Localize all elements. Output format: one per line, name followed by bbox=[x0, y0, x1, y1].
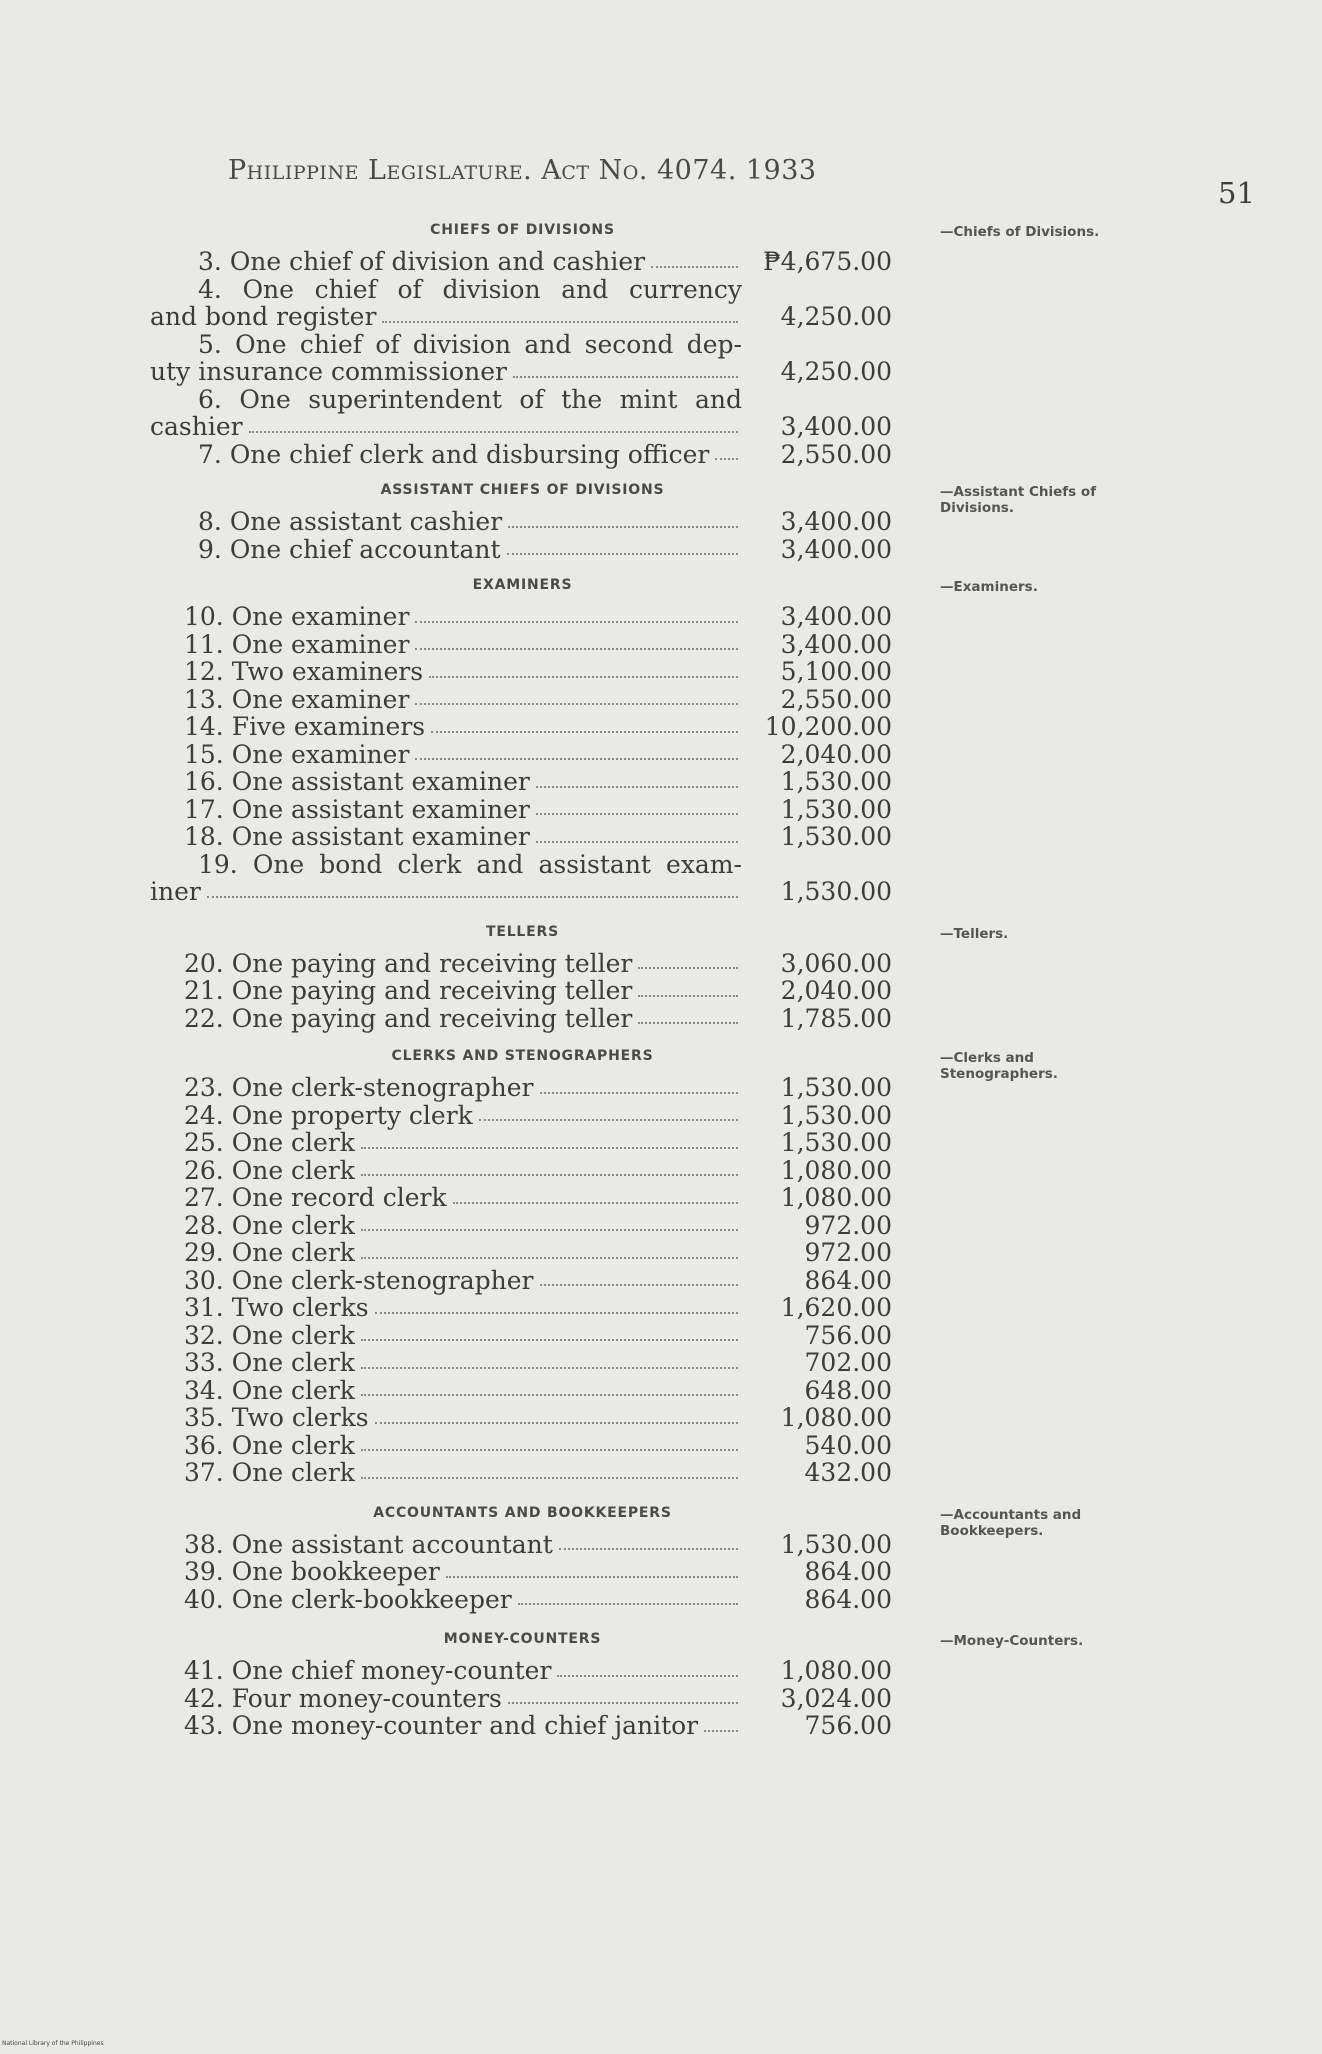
item-text: One chief of division and currency bbox=[242, 274, 742, 304]
dot-leader bbox=[536, 813, 738, 815]
item-text: One assistant examiner bbox=[231, 822, 530, 851]
line-item bbox=[150, 796, 940, 824]
item-amount: 756.00 bbox=[804, 1711, 892, 1740]
item-number: 11. bbox=[184, 629, 224, 659]
item-amount: 3,400.00 bbox=[780, 534, 892, 564]
item-number: 10. bbox=[184, 602, 224, 631]
section-heading: CLERKS AND STENOGRAPHERS bbox=[391, 1048, 654, 1064]
dot-leader bbox=[638, 967, 738, 969]
line-item bbox=[150, 331, 940, 386]
item-text: One chief of division and second dep- bbox=[235, 329, 742, 359]
item-number: 32. bbox=[184, 1320, 224, 1350]
appropriation-list bbox=[150, 222, 1100, 1740]
item-amount: 3,400.00 bbox=[780, 629, 892, 659]
item-amount: 1,080.00 bbox=[780, 1656, 892, 1685]
item-text: One chief accountant bbox=[229, 534, 501, 564]
margin-note: —Chiefs of Divisions. bbox=[940, 224, 1100, 240]
item-number: 5. bbox=[198, 329, 222, 359]
dot-leader bbox=[557, 1675, 738, 1677]
line-item bbox=[150, 276, 940, 331]
line-item bbox=[150, 1294, 940, 1322]
dot-leader bbox=[479, 1119, 738, 1121]
item-number: 4. bbox=[198, 274, 222, 304]
section-heading: ACCOUNTANTS AND BOOKKEEPERS bbox=[373, 1504, 672, 1521]
item-text: One clerk bbox=[231, 1128, 355, 1157]
item-amount: 2,550.00 bbox=[780, 684, 892, 714]
item-number: 39. bbox=[184, 1557, 224, 1586]
dot-leader bbox=[375, 1422, 738, 1424]
section bbox=[150, 1631, 1084, 1740]
item-text: One clerk bbox=[231, 1320, 355, 1350]
item-number: 24. bbox=[184, 1100, 224, 1130]
line-item bbox=[150, 631, 940, 659]
item-amount: 972.00 bbox=[804, 1210, 892, 1240]
dot-leader bbox=[559, 1548, 738, 1550]
item-number: 12. bbox=[184, 657, 224, 686]
line-item bbox=[150, 1267, 940, 1295]
item-text: One chief money-counter bbox=[231, 1656, 552, 1685]
item-amount: 1,530.00 bbox=[780, 794, 892, 824]
item-text: One clerk-stenographer bbox=[231, 1265, 534, 1295]
section-heading: EXAMINERS bbox=[472, 577, 573, 593]
dot-leader bbox=[382, 321, 738, 323]
item-number: 25. bbox=[184, 1128, 224, 1157]
section bbox=[150, 923, 1009, 1033]
item-text: One clerk-bookkeeper bbox=[231, 1584, 512, 1614]
item-text: One assistant cashier bbox=[229, 507, 503, 536]
item-amount: 432.00 bbox=[804, 1458, 892, 1487]
dot-leader bbox=[361, 1257, 738, 1259]
margin-note: —Examiners. bbox=[940, 579, 1038, 595]
running-head: Philippine Legislature. Act No. 4074. 1933 bbox=[228, 155, 817, 186]
dot-leader bbox=[207, 896, 738, 898]
line-item bbox=[150, 1102, 940, 1130]
item-text: One bookkeeper bbox=[231, 1557, 440, 1586]
item-text: One examiner bbox=[231, 739, 410, 769]
dot-leader bbox=[249, 431, 738, 433]
line-item bbox=[150, 1212, 940, 1240]
line-item bbox=[150, 1404, 940, 1432]
item-text: One chief clerk and disbursing officer bbox=[229, 439, 710, 469]
scan-credit: National Library of the Philippines bbox=[2, 2040, 104, 2047]
section bbox=[150, 1504, 1082, 1614]
item-amount: 648.00 bbox=[804, 1375, 892, 1405]
dot-leader bbox=[508, 526, 738, 528]
item-text: One clerk bbox=[231, 1430, 355, 1460]
item-number: 14. bbox=[184, 712, 224, 741]
item-text: Two examiners bbox=[231, 657, 424, 686]
dot-leader bbox=[446, 1576, 738, 1578]
item-amount: 3,400.00 bbox=[780, 507, 892, 536]
item-amount: 4,250.00 bbox=[780, 302, 892, 331]
item-text: Two clerks bbox=[231, 1403, 369, 1432]
page-number: 51 bbox=[1218, 176, 1255, 210]
item-text: One clerk-stenographer bbox=[231, 1073, 534, 1102]
item-amount: 2,040.00 bbox=[780, 739, 892, 769]
item-number: 31. bbox=[184, 1293, 224, 1322]
item-number: 35. bbox=[184, 1403, 224, 1432]
item-amount: 3,060.00 bbox=[780, 948, 892, 978]
line-item bbox=[150, 1129, 940, 1157]
item-amount: ₱4,675.00 bbox=[763, 247, 892, 276]
item-number: 36. bbox=[184, 1430, 224, 1460]
dot-leader bbox=[361, 1367, 738, 1369]
line-item bbox=[150, 950, 940, 978]
line-item bbox=[150, 1074, 940, 1102]
item-amount: 2,550.00 bbox=[780, 439, 892, 469]
dot-leader bbox=[361, 1174, 738, 1176]
dot-leader bbox=[704, 1730, 738, 1732]
item-amount: 1,530.00 bbox=[780, 1529, 892, 1559]
dot-leader bbox=[536, 841, 738, 843]
item-number: 42. bbox=[184, 1683, 224, 1713]
item-number: 22. bbox=[184, 1003, 224, 1033]
dot-leader bbox=[375, 1312, 738, 1314]
line-item bbox=[150, 248, 940, 276]
dot-leader bbox=[540, 1284, 739, 1286]
item-number: 23. bbox=[184, 1073, 224, 1102]
dot-leader bbox=[638, 995, 738, 997]
line-item bbox=[150, 1459, 940, 1487]
dot-leader bbox=[536, 786, 738, 788]
item-number: 38. bbox=[184, 1529, 224, 1559]
item-number: 26. bbox=[184, 1155, 224, 1185]
item-text: One clerk bbox=[231, 1238, 355, 1267]
dot-leader bbox=[540, 1092, 739, 1094]
item-amount: 3,024.00 bbox=[780, 1683, 892, 1713]
item-amount: 1,530.00 bbox=[780, 1073, 892, 1102]
section bbox=[150, 222, 1100, 469]
line-item bbox=[150, 1586, 940, 1614]
item-amount: 1,530.00 bbox=[780, 877, 892, 906]
item-number: 8. bbox=[198, 507, 222, 536]
item-text: One clerk bbox=[231, 1155, 355, 1185]
item-text: One paying and receiving teller bbox=[231, 1003, 633, 1033]
item-amount: 702.00 bbox=[804, 1348, 892, 1377]
margin-note: —Clerks and Stenographers. bbox=[940, 1050, 1058, 1082]
item-amount: 1,530.00 bbox=[780, 767, 892, 796]
line-item bbox=[150, 441, 940, 469]
line-item bbox=[150, 1432, 940, 1460]
line-item bbox=[150, 1685, 940, 1713]
item-text: One examiner bbox=[231, 684, 410, 714]
item-amount: 1,080.00 bbox=[780, 1155, 892, 1185]
item-amount: 10,200.00 bbox=[764, 712, 892, 741]
item-number: 28. bbox=[184, 1210, 224, 1240]
item-text: One assistant accountant bbox=[231, 1529, 553, 1559]
item-number: 27. bbox=[184, 1183, 224, 1212]
line-item bbox=[150, 603, 940, 631]
margin-note: —Tellers. bbox=[940, 925, 1009, 942]
item-number: 40. bbox=[184, 1584, 224, 1614]
line-item bbox=[150, 1531, 940, 1559]
item-number: 21. bbox=[184, 976, 224, 1005]
section-heading: MONEY-COUNTERS bbox=[443, 1631, 602, 1647]
item-amount: 864.00 bbox=[804, 1557, 892, 1586]
dot-leader bbox=[638, 1022, 738, 1024]
dot-leader bbox=[507, 553, 738, 555]
dot-leader bbox=[453, 1202, 738, 1204]
item-text: One assistant examiner bbox=[231, 794, 530, 824]
item-amount: 756.00 bbox=[804, 1320, 892, 1350]
item-number: 19. bbox=[198, 849, 238, 879]
item-number: 9. bbox=[198, 534, 222, 564]
item-text: One clerk bbox=[231, 1375, 355, 1405]
item-text: One clerk bbox=[231, 1348, 355, 1377]
line-item bbox=[150, 1157, 940, 1185]
item-amount: 1,530.00 bbox=[780, 1100, 892, 1130]
line-item bbox=[150, 1558, 940, 1586]
item-text: Two clerks bbox=[231, 1293, 369, 1322]
line-item bbox=[150, 823, 940, 851]
item-text-continued: and bond register bbox=[150, 302, 377, 331]
section bbox=[150, 577, 1038, 906]
item-amount: 1,080.00 bbox=[780, 1183, 892, 1212]
item-number: 3. bbox=[198, 247, 222, 276]
item-text-continued: iner bbox=[150, 877, 201, 906]
line-item bbox=[150, 658, 940, 686]
item-amount: 1,080.00 bbox=[780, 1403, 892, 1432]
item-text: One money-counter and chief janitor bbox=[231, 1711, 699, 1740]
item-amount: 972.00 bbox=[804, 1238, 892, 1267]
item-text: Four money-counters bbox=[231, 1683, 502, 1713]
dot-leader bbox=[415, 648, 738, 650]
line-item bbox=[150, 1184, 940, 1212]
item-amount: 1,530.00 bbox=[780, 822, 892, 851]
item-number: 6. bbox=[198, 384, 222, 414]
item-text: One property clerk bbox=[231, 1100, 473, 1130]
dot-leader bbox=[431, 731, 738, 733]
line-item bbox=[150, 1349, 940, 1377]
line-item bbox=[150, 386, 940, 441]
line-item bbox=[150, 977, 940, 1005]
item-amount: 5,100.00 bbox=[780, 657, 892, 686]
line-item bbox=[150, 741, 940, 769]
line-item bbox=[150, 1005, 940, 1033]
margin-note: —Assistant Chiefs of Divisions. bbox=[940, 484, 1097, 516]
item-text-continued: uty insurance commissioner bbox=[150, 357, 507, 386]
dot-leader bbox=[715, 458, 738, 460]
line-item bbox=[150, 713, 940, 741]
item-number: 41. bbox=[184, 1656, 224, 1685]
item-amount: 1,785.00 bbox=[780, 1003, 892, 1033]
dot-leader bbox=[508, 1702, 738, 1704]
item-amount: 1,530.00 bbox=[780, 1128, 892, 1157]
item-text: One clerk bbox=[231, 1458, 355, 1487]
item-number: 13. bbox=[184, 684, 224, 714]
item-text: One paying and receiving teller bbox=[231, 976, 633, 1005]
section-heading: ASSISTANT CHIEFS OF DIVISIONS bbox=[380, 482, 665, 498]
line-item bbox=[150, 1657, 940, 1685]
item-text: One paying and receiving teller bbox=[231, 948, 633, 978]
item-text: Five examiners bbox=[231, 712, 426, 741]
dot-leader bbox=[415, 758, 738, 760]
section bbox=[150, 1048, 1058, 1487]
dot-leader bbox=[415, 703, 738, 705]
item-number: 34. bbox=[184, 1375, 224, 1405]
item-amount: 540.00 bbox=[804, 1430, 892, 1460]
item-number: 20. bbox=[184, 948, 224, 978]
dot-leader bbox=[429, 676, 738, 678]
item-number: 18. bbox=[184, 822, 224, 851]
item-amount: 3,400.00 bbox=[780, 412, 892, 441]
line-item bbox=[150, 508, 940, 536]
section-heading: TELLERS bbox=[486, 923, 559, 940]
section bbox=[150, 482, 1097, 564]
line-item bbox=[150, 1377, 940, 1405]
item-text: One superintendent of the mint and bbox=[239, 384, 742, 414]
item-number: 17. bbox=[184, 794, 224, 824]
item-number: 43. bbox=[184, 1711, 224, 1740]
dot-leader bbox=[415, 621, 738, 623]
line-item bbox=[150, 686, 940, 714]
dot-leader bbox=[361, 1449, 738, 1451]
dot-leader bbox=[361, 1339, 738, 1341]
dot-leader bbox=[361, 1477, 738, 1479]
item-number: 33. bbox=[184, 1348, 224, 1377]
item-text: One record clerk bbox=[231, 1183, 447, 1212]
dot-leader bbox=[518, 1603, 738, 1605]
line-item bbox=[150, 768, 940, 796]
dot-leader bbox=[361, 1229, 738, 1231]
line-item bbox=[150, 1239, 940, 1267]
dot-leader bbox=[361, 1394, 738, 1396]
item-number: 7. bbox=[198, 439, 222, 469]
line-item bbox=[150, 536, 940, 564]
line-item bbox=[150, 851, 940, 906]
item-amount: 864.00 bbox=[804, 1584, 892, 1614]
item-text: One bond clerk and assistant exam- bbox=[252, 849, 742, 879]
dot-leader bbox=[513, 376, 738, 378]
item-amount: 4,250.00 bbox=[780, 357, 892, 386]
item-text: One examiner bbox=[231, 602, 410, 631]
line-item bbox=[150, 1712, 940, 1740]
item-text-continued: cashier bbox=[150, 412, 243, 441]
item-text: One assistant examiner bbox=[231, 767, 530, 796]
item-amount: 3,400.00 bbox=[780, 602, 892, 631]
dot-leader bbox=[361, 1147, 738, 1149]
item-amount: 2,040.00 bbox=[780, 976, 892, 1005]
margin-note: —Accountants and Bookkeepers. bbox=[940, 1506, 1082, 1539]
item-number: 16. bbox=[184, 767, 224, 796]
item-number: 15. bbox=[184, 739, 224, 769]
item-text: One clerk bbox=[231, 1210, 355, 1240]
item-text: One examiner bbox=[231, 629, 410, 659]
section-heading: CHIEFS OF DIVISIONS bbox=[430, 222, 615, 238]
dot-leader bbox=[651, 266, 738, 268]
item-amount: 1,620.00 bbox=[780, 1293, 892, 1322]
item-number: 29. bbox=[184, 1238, 224, 1267]
item-number: 37. bbox=[184, 1458, 224, 1487]
item-text: One chief of division and cashier bbox=[229, 247, 646, 276]
item-amount: 864.00 bbox=[804, 1265, 892, 1295]
item-number: 30. bbox=[184, 1265, 224, 1295]
margin-note: —Money-Counters. bbox=[940, 1633, 1084, 1649]
line-item bbox=[150, 1322, 940, 1350]
